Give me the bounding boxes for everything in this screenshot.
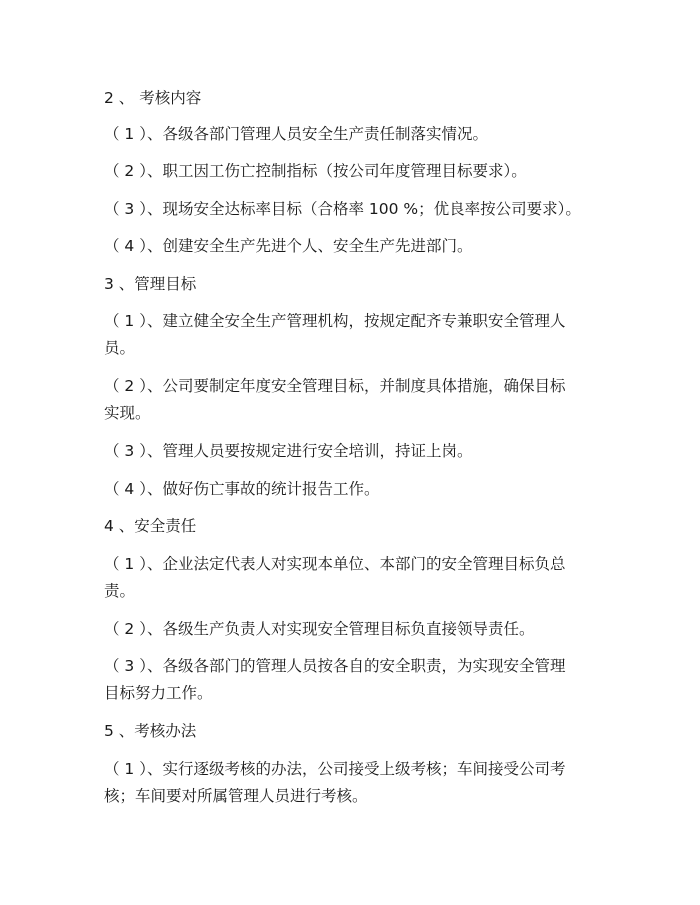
list-item: （ 3 ）、现场安全达标率目标（合格率 100 %；优良率按公司要求）。 [104,200,581,218]
list-item: （ 1 ）、各级各部门管理人员安全生产责任制落实情况。 [104,125,488,143]
list-item: （ 3 ）、管理人员要按规定进行安全培训，持证上岗。 [104,442,473,460]
list-item-continuation: 目标努力工作。 [104,684,213,702]
list-item: （ 4 ）、创建安全生产先进个人、安全生产先进部门。 [104,237,473,255]
list-item-continuation: 员。 [104,339,136,357]
list-item: （ 2 ）、公司要制定年度安全管理目标，并制度具体措施，确保目标 [104,377,566,395]
list-item: （ 4 ）、做好伤亡事故的统计报告工作。 [104,480,380,498]
list-item: （ 2 ）、职工因工伤亡控制指标（按公司年度管理目标要求）。 [104,162,527,180]
section-heading-4: 4 、安全责任 [104,517,197,535]
list-item: （ 1 ）、企业法定代表人对实现本单位、本部门的安全管理目标负总 [104,555,566,573]
list-item: （ 3 ）、各级各部门的管理人员按各自的安全职责，为实现安全管理 [104,657,566,675]
list-item-continuation: 责。 [104,582,136,600]
section-heading-2: 2 、 考核内容 [104,89,202,107]
list-item: （ 1 ）、实行逐级考核的办法，公司接受上级考核；车间接受公司考 [104,760,566,778]
list-item-continuation: 核；车间要对所属管理人员进行考核。 [104,787,368,805]
section-heading-5: 5 、考核办法 [104,722,197,740]
section-heading-3: 3 、管理目标 [104,275,197,293]
list-item-continuation: 实现。 [104,404,151,422]
list-item: （ 1 ）、建立健全安全生产管理机构，按规定配齐专兼职安全管理人 [104,312,566,330]
list-item: （ 2 ）、各级生产负责人对实现安全管理目标负直接领导责任。 [104,620,535,638]
